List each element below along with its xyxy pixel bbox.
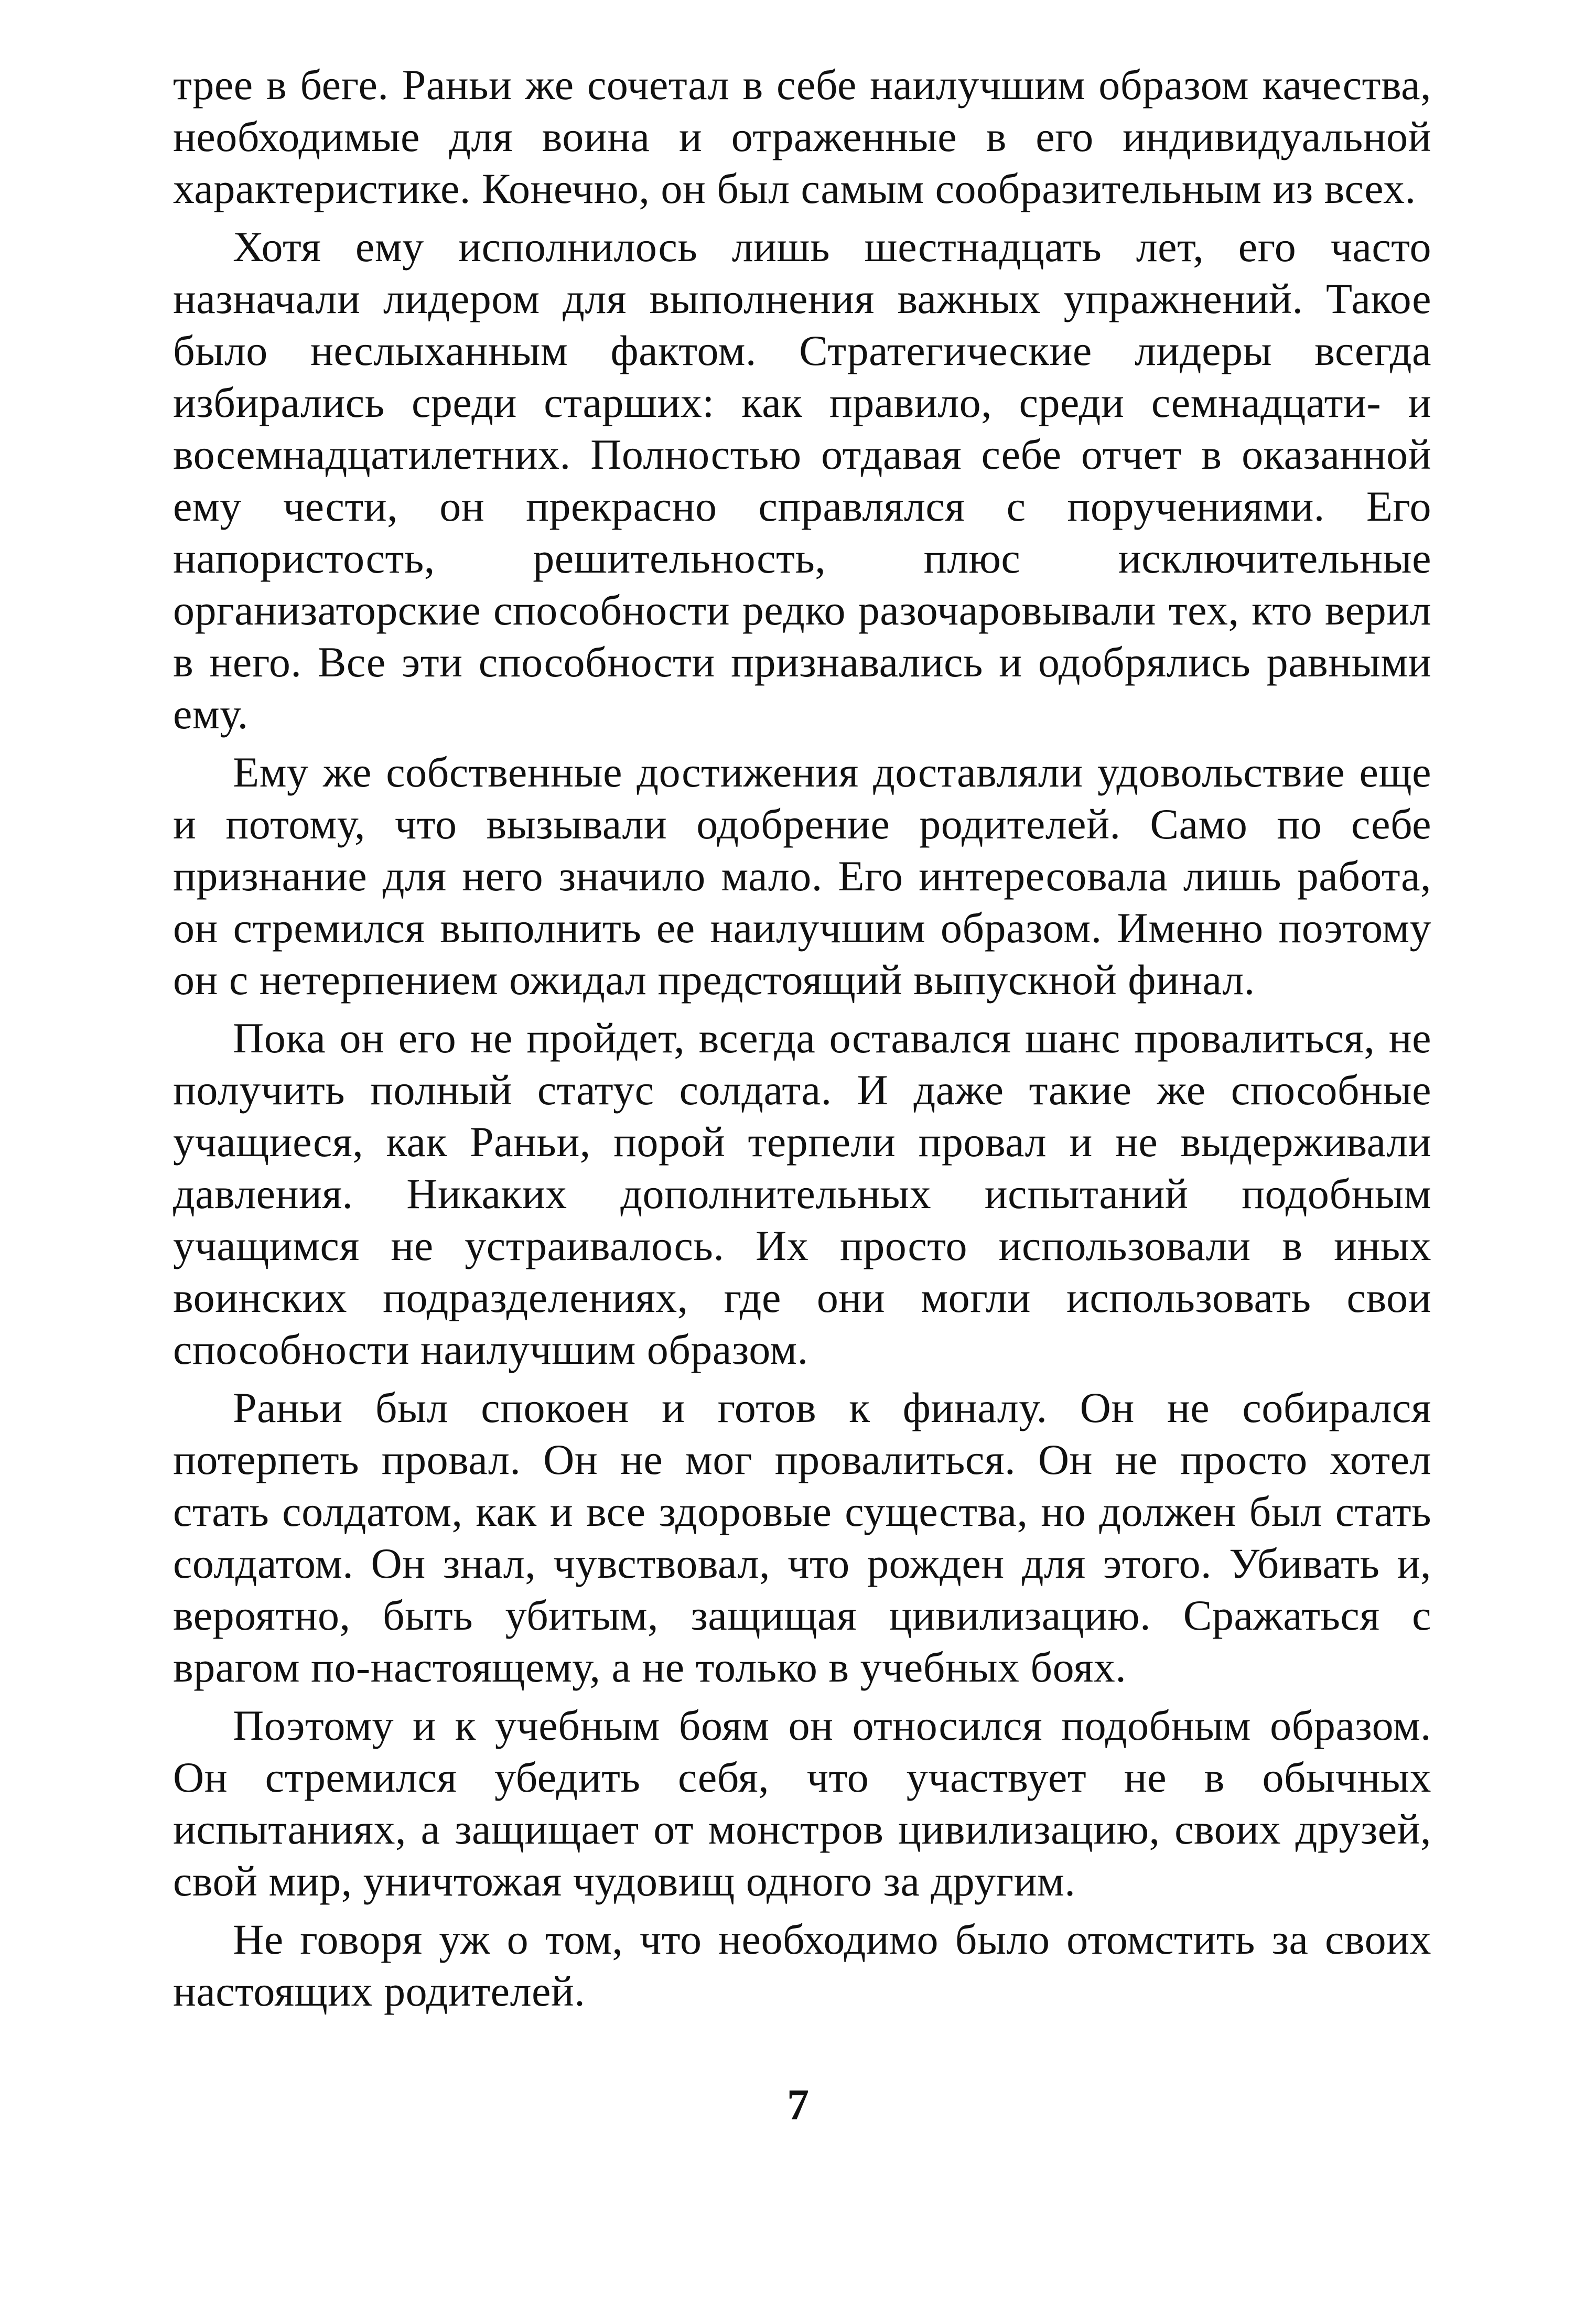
page-number: 7 [787, 2081, 809, 2129]
paragraph-7: Не говоря уж о том, что необходимо было отомстить за своих настоящих родителей. [173, 1915, 1431, 2015]
paragraph-3: Ему же собственные достижения доставляли удовольствие еще и потому, что вызывали одобрение родителей. Само по себе признание для него значило мало. Его интересовала лишь работа, он стремился выполнить ее наилучшим образом. Именно поэтому он с нетерпением ожидал предстоящий выпускной финал. [173, 748, 1431, 1004]
paragraph-5: Раньи был спокоен и готов к финалу. Он не собирался потерпеть провал. Он не мог провалиться. Он не просто хотел стать солдатом, как и все здоровые существа, но должен был стать солдатом. Он знал, чувствовал, что рожден для этого. Убивать и, вероятно, быть убитым, защищая цивилизацию. Сражаться с врагом по-настоящему, а не только в учебных боях. [173, 1384, 1431, 1691]
paragraph-4: Пока он его не пройдет, всегда оставался шанс провалиться, не получить полный статус солдата. И даже такие же способные учащиеся, как Раньи, порой терпели провал и не выдерживали давления. Никаких дополнительных испытаний подобным учащимся не устраивалось. Их просто использовали в иных воинских подразделениях, где они могли использовать свои способности наилучшим образом. [173, 1014, 1431, 1373]
paragraph-1: трее в беге. Раньи же сочетал в себе наилучшим образом качества, необходимые для воина и отраженные в его индивидуальной характеристике. Конечно, он был самым сообразительным из всех. [173, 61, 1431, 212]
page-body [173, 59, 1431, 2017]
paragraph-6: Поэтому и к учебным боям он относился подобным образом. Он стремился убедить себя, что участвует не в обычных испытаниях, а защищает от монстров цивилизацию, своих друзей, свой мир, уничтожая чудовищ одного за другим. [173, 1701, 1431, 1905]
paragraph-2: Хотя ему исполнилось лишь шестнадцать лет, его часто назначали лидером для выполнения важных упражнений. Такое было неслыханным фактом. Стратегические лидеры всегда избирались среди старших: как правило, среди семнадцати- и восемнадцатилетних. Полностью отдавая себе отчет в оказанной ему чести, он прекрасно справлялся с поручениями. Его напористость, решительность, плюс исключительные организаторские способности редко разочаровывали тех, кто верил в него. Все эти способности признавались и одобрялись равными ему. [173, 223, 1431, 738]
